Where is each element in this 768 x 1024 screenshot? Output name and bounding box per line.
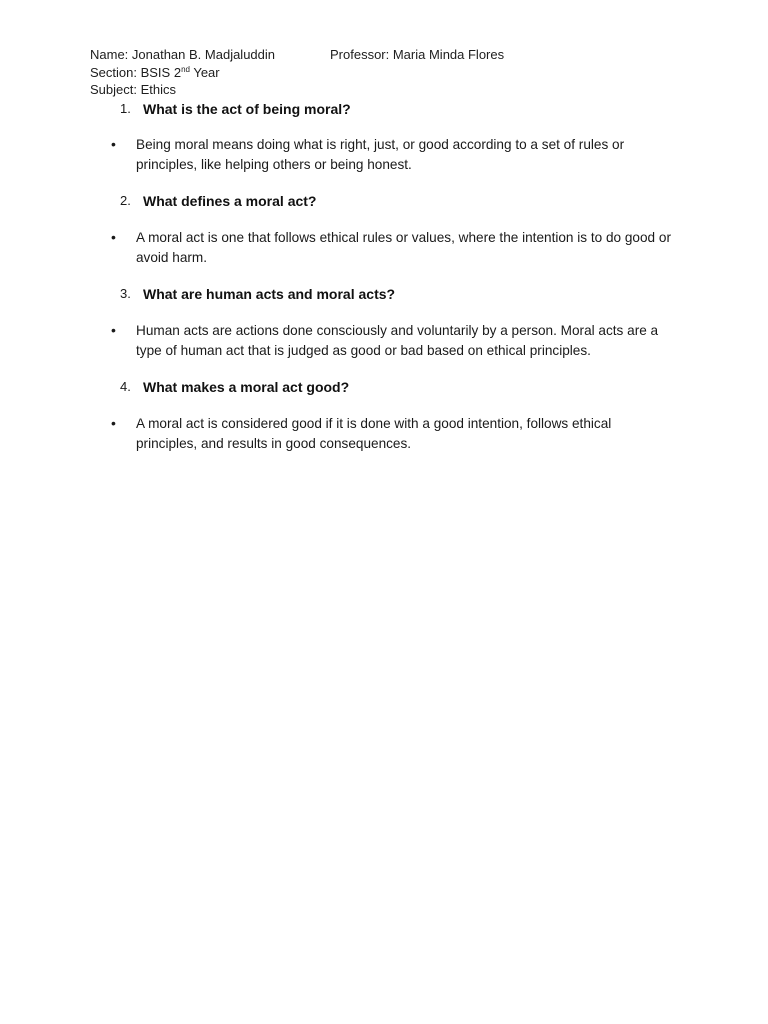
question-text: What makes a moral act good? <box>143 379 350 395</box>
answer-text: A moral act is one that follows ethical rules or values, where the intention is to do good or avoid harm. <box>136 230 671 265</box>
subject-label: Subject: Ethics <box>90 82 176 97</box>
answer-text: Being moral means doing what is right, just, or good according to a set of rules or principles, like helping others or being honest. <box>136 137 625 172</box>
subject-row <box>90 81 275 99</box>
bullet-marker: • <box>111 229 116 245</box>
section-prefix: Section: BSIS 2 <box>90 64 182 80</box>
question-number: 2. <box>120 193 131 208</box>
section-ordinal: nd <box>181 64 190 74</box>
bullet-marker: • <box>111 136 116 152</box>
section-suffix: Year <box>189 64 220 80</box>
student-name: Name: Jonathan B. Madjaluddin <box>90 47 276 62</box>
bullet-marker: • <box>111 415 116 431</box>
answer-text: Human acts are actions done consciously and voluntarily by a person. Moral acts are a type of human act that is judged as good or bad based on ethical principles. <box>136 323 659 358</box>
question-number: 1. <box>120 101 131 116</box>
question-number: 4. <box>120 379 131 394</box>
question-text: What defines a moral act? <box>143 193 317 209</box>
question-text: What are human acts and moral acts? <box>143 286 396 302</box>
bullet-marker: • <box>111 322 116 338</box>
document-header <box>90 46 505 99</box>
section-row <box>90 64 275 82</box>
question-number: 3. <box>120 286 131 301</box>
answer-text: A moral act is considered good if it is done with a good intention, follows ethical principles, and results in good consequences. <box>136 416 612 451</box>
professor-name: Professor: Maria Minda Flores <box>330 47 505 62</box>
name-row <box>90 46 505 64</box>
question-text: What is the act of being moral? <box>143 101 351 117</box>
